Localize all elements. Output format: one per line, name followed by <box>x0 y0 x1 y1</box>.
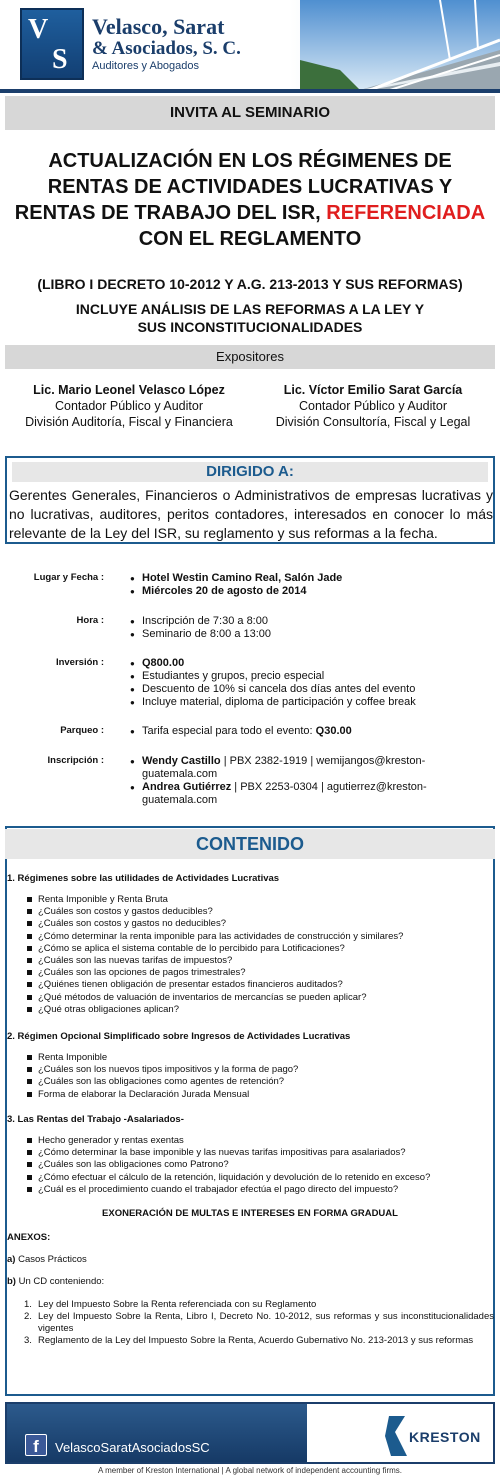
section-3-title: 3. Las Rentas del Trabajo -Asalariados- <box>7 1114 184 1125</box>
contact-details[interactable]: | PBX 2382-1919 | wemijangos@kreston-guatemala.com <box>142 755 426 780</box>
section-1-title: 1. Régimenes sobre las utilidades de Actividades Lucrativas <box>7 873 280 884</box>
list-item: ¿Cuáles son costos y gastos no deducibles? <box>26 918 486 930</box>
list-item: ¿Cuáles son las nuevas tarifas de impuestos? <box>26 955 486 967</box>
list-item: 1. Ley del Impuesto Sobre la Renta referenciada con su Reglamento <box>24 1299 317 1310</box>
title-line3 <box>0 200 500 226</box>
title-line2: RENTAS DE ACTIVIDADES LUCRATIVAS Y <box>47 176 453 198</box>
kreston-tagline: A member of Kreston International | A global network of independent accounting firms. <box>97 1466 403 1475</box>
analysis-subtitle: INCLUYE ANÁLISIS DE LAS REFORMAS A LA LEY Y SUS INCONSTITUCIONALIDADES <box>75 301 425 335</box>
footer-banner <box>5 1402 495 1464</box>
list-item <box>130 725 450 738</box>
exoneracion-note: EXONERACIÓN DE MULTAS E INTERESES EN FORMA GRADUAL <box>102 1208 398 1219</box>
list-item: ● Miércoles 20 de agosto de 2014 <box>130 585 450 598</box>
facebook-page-name[interactable]: VelascoSaratAsociadosSC <box>55 1440 210 1455</box>
list-item: ¿Qué métodos de valuación de inventarios de mercancías se pueden aplicar? <box>26 992 486 1004</box>
title-line3-black: RENTAS DE TRABAJO DEL ISR, <box>14 202 327 224</box>
firm-name-line2: & Asociados, S. C. <box>92 38 241 59</box>
list-item: ¿Cuáles son las opciones de pagos trimestrales? <box>26 967 486 979</box>
logo-letter-s: S <box>52 44 68 75</box>
anexo-a <box>7 1254 87 1265</box>
list-item: ¿Cuáles son las obligaciones como Patrono? <box>26 1159 486 1171</box>
speaker-division: División Consultoría, Fiscal y Legal <box>275 415 471 429</box>
anexo-b-letter: b) <box>7 1276 16 1287</box>
title-line1: ACTUALIZACIÓN EN LOS RÉGIMENES DE <box>48 150 452 172</box>
section-3-list <box>26 1135 486 1196</box>
title-highlight: REFERENCIADA <box>326 202 486 224</box>
parqueo-text: Tarifa especial para todo el evento: <box>142 725 316 737</box>
speaker-name: Lic. Mario Leonel Velasco López <box>33 383 225 397</box>
title-line4: CON EL REGLAMENTO <box>138 228 362 250</box>
lugar-label: Lugar y Fecha : <box>33 572 104 583</box>
list-item: ● Q800.00 <box>130 657 450 670</box>
list-item: ¿Cuál es el procedimiento cuando el trabajador efectúa el pago directo del impuesto? <box>26 1184 486 1196</box>
cd-item-text: Ley del Impuesto Sobre la Renta, Libro I, Decreto No. 10-2012, sus reformas y sus inconstitucionalidades vigentes <box>38 1311 494 1334</box>
invite-banner: INVITA AL SEMINARIO <box>5 96 495 130</box>
list-item: ¿Cómo determinar la base imponible y las nuevas tarifas impositivas para asalariados? <box>26 1147 486 1159</box>
logo-letter-v: V <box>28 14 49 45</box>
seminar-title <box>0 148 500 252</box>
list-item: ¿Cómo se aplica el sistema contable de lo percibido para Lotificaciones? <box>26 943 486 955</box>
inscripcion-label: Inscripción : <box>47 755 104 766</box>
speaker-2 <box>248 382 498 430</box>
expositores-banner: Expositores <box>5 345 495 369</box>
firm-logo <box>20 8 84 80</box>
speaker-division: División Auditoría, Fiscal y Financiera <box>25 415 233 429</box>
contact-item[interactable] <box>130 755 430 781</box>
list-item: ¿Cómo efectuar el cálculo de la retención, liquidación y devolución de lo retenido en exceso? <box>26 1172 486 1184</box>
parqueo-price: Q30.00 <box>315 725 352 737</box>
list-item: ● Estudiantes y grupos, precio especial <box>130 670 450 683</box>
header <box>0 0 500 90</box>
anexos-label: ANEXOS: <box>7 1232 51 1243</box>
list-item: ¿Quiénes tienen obligación de presentar estados financieros auditados? <box>26 979 486 991</box>
list-item: ¿Cómo determinar la renta imponible para las actividades de construcción y similares? <box>26 931 486 943</box>
parqueo-label: Parqueo : <box>60 725 104 736</box>
contenido-title: CONTENIDO <box>5 829 495 859</box>
list-item: ¿Cuáles son los nuevos tipos impositivos y la forma de pago? <box>26 1064 486 1076</box>
list-item: 2. Ley del Impuesto Sobre la Renta, Libro I, Decreto No. 10-2012, sus reformas y sus inconstitucionalidades vigentes <box>24 1311 494 1334</box>
list-item: ¿Cuáles son las obligaciones como agentes de retención? <box>26 1076 486 1088</box>
list-item: Forma de elaborar la Declaración Jurada Mensual <box>26 1089 486 1101</box>
bridge-photo <box>300 0 500 90</box>
audience-heading: DIRIGIDO A: <box>12 462 488 482</box>
speaker-1 <box>4 382 254 430</box>
list-item: ● Seminario de 8:00 a 13:00 <box>130 628 450 641</box>
section-2-list <box>26 1052 486 1101</box>
kreston-logo-icon <box>385 1416 409 1461</box>
anexo-a-text: Casos Prácticos <box>15 1254 87 1265</box>
contact-details[interactable]: | PBX 2253-0304 | agutierrez@kreston-guatemala.com <box>142 781 427 806</box>
list-item: Renta Imponible <box>26 1052 486 1064</box>
footer-social <box>7 1404 307 1462</box>
facebook-icon[interactable]: f <box>25 1434 47 1456</box>
decree-subtitle: (LIBRO I DECRETO 10-2012 Y A.G. 213-2013 Y SUS REFORMAS) <box>37 276 463 292</box>
list-item: ● Descuento de 10% si cancela dos días antes del evento <box>130 683 450 696</box>
list-item: Hecho generador y rentas exentas <box>26 1135 486 1147</box>
contact-item[interactable] <box>130 781 430 807</box>
anexo-b-text: Un CD conteniendo: <box>15 1276 105 1287</box>
list-item: Renta Imponible y Renta Bruta <box>26 894 486 906</box>
kreston-wordmark: KRESTON <box>409 1429 481 1445</box>
speaker-role: Contador Público y Auditor <box>54 399 203 413</box>
cd-item-text: Reglamento de la Ley del Impuesto Sobre la Renta, Acuerdo Gubernativo No. 213-2013 y sus reformas <box>38 1335 474 1346</box>
hora-label: Hora : <box>76 615 104 626</box>
list-item: 3. Reglamento de la Ley del Impuesto Sobre la Renta, Acuerdo Gubernativo No. 213-2013 y sus reformas <box>24 1335 474 1346</box>
audience-text: Gerentes Generales, Financieros o Administrativos de empresas lucrativas y no lucrativas, auditores, peritos contadores, interesados en conocer lo más relevante de la Ley del ISR, su reglamento y sus reformas a la fecha. <box>9 487 493 541</box>
section-2-title: 2. Régimen Opcional Simplificado sobre Ingresos de Actividades Lucrativas <box>7 1031 351 1042</box>
list-item: ¿Cuáles son costos y gastos deducibles? <box>26 906 486 918</box>
firm-name-line1: Velasco, Sarat <box>92 14 225 39</box>
speaker-name: Lic. Víctor Emilio Sarat García <box>283 383 463 397</box>
audience-box <box>5 456 495 544</box>
header-divider <box>0 89 500 93</box>
list-item: ¿Qué otras obligaciones aplican? <box>26 1004 486 1016</box>
inversion-label: Inversión : <box>55 657 104 668</box>
anexo-a-letter: a) <box>7 1254 16 1265</box>
contact-name: Wendy Castillo <box>142 755 221 767</box>
cd-contents-list <box>24 1299 494 1347</box>
list-item: ● Incluye material, diploma de participación y coffee break <box>130 696 450 709</box>
list-item: ● Hotel Westin Camino Real, Salón Jade <box>130 572 450 585</box>
anexo-b <box>7 1276 104 1287</box>
cd-item-text: Ley del Impuesto Sobre la Renta referenciada con su Reglamento <box>38 1299 317 1310</box>
list-item: ● Inscripción de 7:30 a 8:00 <box>130 615 450 628</box>
section-1-list <box>26 894 486 1016</box>
speaker-role: Contador Público y Auditor <box>298 399 447 413</box>
firm-tagline: Auditores y Abogados <box>92 60 200 72</box>
contact-name: Andrea Gutiérrez <box>142 781 232 793</box>
